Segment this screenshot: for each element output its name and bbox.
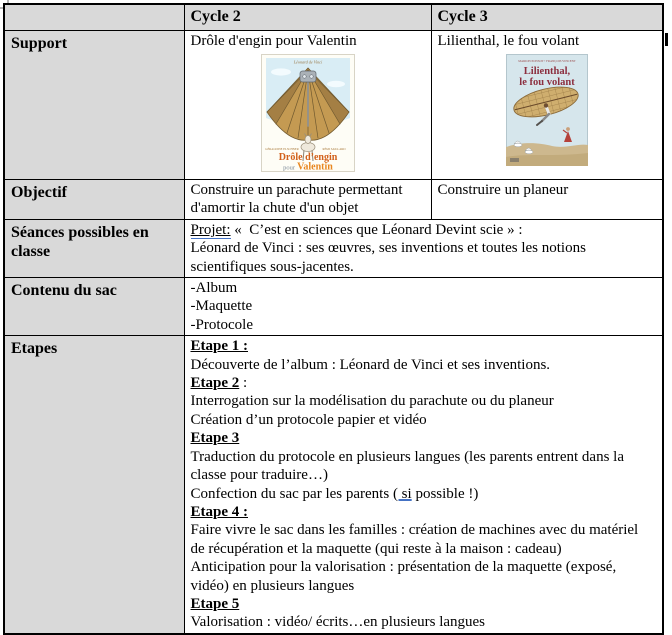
text-line — [191, 239, 657, 276]
lesson-plan-table — [3, 3, 664, 635]
text-line — [191, 337, 657, 355]
text-segment: ( si — [392, 485, 412, 502]
row-support — [4, 31, 663, 180]
etapes-content-cell[interactable] — [184, 336, 663, 634]
cover2-title-line1: Lilienthal, — [523, 66, 570, 78]
row-label-contenu[interactable]: Contenu du sac — [4, 278, 184, 336]
text-line — [191, 429, 657, 447]
row-contenu — [4, 278, 663, 336]
text-line — [191, 356, 657, 374]
support-cycle3-cell[interactable] — [431, 31, 663, 180]
text-line — [191, 221, 657, 239]
header-cycle3[interactable]: Cycle 3 — [431, 4, 663, 31]
header-row — [4, 4, 663, 31]
row-objectif — [4, 180, 663, 220]
text-line — [191, 485, 657, 503]
text-line — [191, 392, 657, 410]
text-segment: : — [239, 375, 248, 392]
row-seances — [4, 219, 663, 277]
text-segment: Etape 2 — [190, 375, 240, 392]
book-cover-lilienthal-image — [506, 54, 588, 166]
publisher-logo — [510, 158, 519, 162]
list-item: -Protocole — [190, 316, 253, 333]
book-cover-drole-dengin-image — [261, 54, 355, 172]
text-segment: Etape 4 : — [190, 503, 248, 520]
row-label-seances[interactable]: Séances possibles en classe — [4, 219, 184, 277]
text-segment: Projet: — [190, 221, 231, 238]
document-sheet — [3, 3, 664, 635]
header-empty-cell[interactable] — [4, 4, 184, 31]
row-etapes — [4, 336, 663, 634]
text-line — [191, 521, 657, 558]
book-title-cycle2: Drôle d'engin pour Valentin — [190, 33, 357, 49]
header-cycle2[interactable]: Cycle 2 — [184, 4, 431, 31]
cover1-title-line1: Drôle d’engin — [278, 152, 337, 164]
row-label-etapes[interactable]: Etapes — [4, 336, 184, 634]
objectif-cycle2-cell[interactable]: Construire un parachute permettant d'amortir la chute d'un objet — [184, 180, 431, 220]
cloud — [327, 81, 345, 87]
text-segment: « C’est en sciences que Léonard Devint scie » : — [230, 221, 523, 238]
cover2-author-line: MARION PONSOT • FRANÇOIS VINCENT — [517, 59, 576, 64]
text-segment: Etape 5 — [190, 595, 240, 612]
book-title-cycle3: Lilienthal, le fou volant — [437, 33, 580, 49]
text-cursor-mark — [665, 33, 668, 46]
text-line — [191, 558, 657, 595]
cover1-title-line2: pour Valentin — [282, 161, 333, 173]
text-line — [191, 411, 657, 429]
objectif-cycle3-cell[interactable]: Construire un planeur — [431, 180, 663, 220]
support-cycle2-cell[interactable] — [184, 31, 431, 180]
text-line — [191, 503, 657, 521]
list-item: -Maquette — [190, 298, 253, 315]
text-segment: Création d’un protocole papier et vidéo — [190, 411, 427, 428]
cover1-top-text: Léonard de Vinci — [293, 59, 322, 65]
contenu-content-cell[interactable] — [184, 278, 663, 336]
book-cover-wrap-cycle3 — [438, 54, 657, 166]
text-segment: Léonard de Vinci : ses œuvres, ses inventions et toutes les notions scientifiques sous-jacentes. — [190, 240, 590, 275]
text-segment: Faire vivre le sac dans les familles : création de machines avec du matériel de récupération et la maquette (qui reste à la maison : cadeau) — [190, 522, 642, 557]
text-segment: Etape 3 — [190, 430, 240, 447]
seances-content-cell[interactable] — [184, 219, 663, 277]
text-segment: possible !) — [411, 485, 479, 502]
cover1-author-right: RÉMI SAILLARD — [321, 147, 346, 152]
text-segment: Anticipation pour la valorisation : présentation de la maquette (exposé, vidéo) en plusieurs langues — [190, 559, 620, 594]
row-label-support[interactable]: Support — [4, 31, 184, 180]
text-segment: Valorisation : vidéo/ écrits…en plusieurs langues — [190, 614, 486, 631]
text-line — [191, 595, 657, 613]
text-segment: Interrogation sur la modélisation du parachute ou du planeur — [190, 393, 554, 410]
cloud — [271, 69, 291, 76]
row-label-objectif[interactable]: Objectif — [4, 180, 184, 220]
text-line — [191, 374, 657, 392]
text-segment: Découverte de l’album : Léonard de Vinci et ses inventions. — [190, 356, 551, 373]
cover2-title-line2: le fou volant — [519, 77, 575, 89]
book-cover-wrap-cycle2 — [191, 54, 425, 172]
list-item: -Album — [190, 280, 238, 297]
text-segment: Confection du sac par les parents — [190, 485, 393, 502]
text-segment: Traduction du protocole en plusieurs langues (les parents entrent dans la classe pour traduire…) — [190, 448, 628, 484]
text-line — [191, 448, 657, 485]
text-segment: Etape 1 : — [190, 338, 248, 355]
cover1-author-left: GÉRALDINE ELSCHNER — [264, 147, 299, 152]
